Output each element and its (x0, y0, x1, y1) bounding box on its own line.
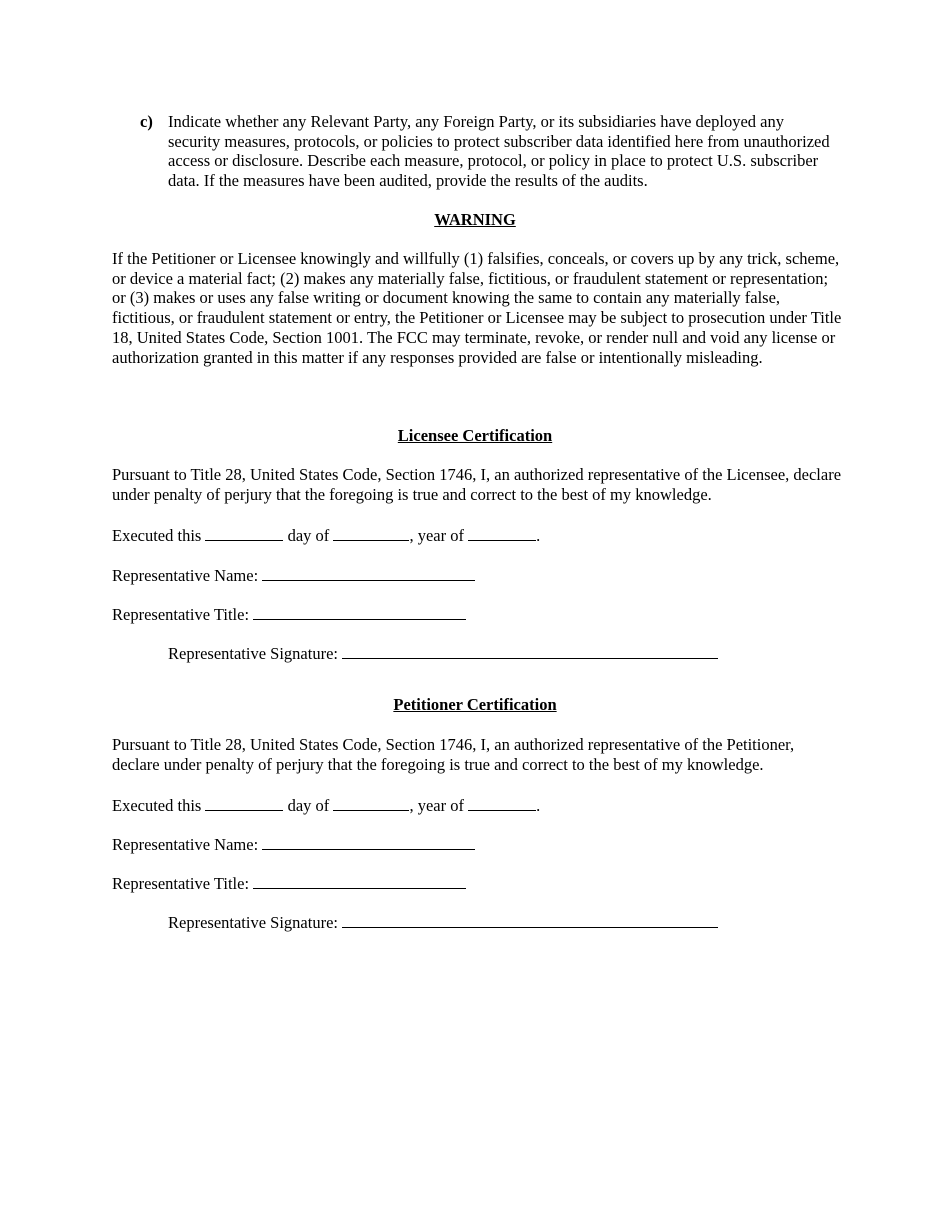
executed-end: . (536, 526, 541, 545)
warning-heading: WARNING (434, 210, 516, 229)
licensee-year-field[interactable] (468, 524, 536, 541)
warning-text: If the Petitioner or Licensee knowingly and willfully (1) falsifies, conceals, or covers up by any trick, scheme, or device a material fact; (2) makes any materially false, fictitious, or fraudulent statement or representation; or (3) makes or uses any false writing or document knowing the same to contain any materially false, fictitious, or fraudulent statement or entry, the Petitioner or Licensee may be subject to prosecution under Title 18, United States Code, Section 1001. The FCC may terminate, revoke, or render null and void any license or authorization granted in this matter if any responses provided are false or intentionally misleading. (112, 249, 842, 367)
signature-label: Representative Signature: (168, 913, 343, 932)
petitioner-day-field[interactable] (205, 794, 283, 811)
licensee-heading: Licensee Certification (397, 426, 553, 445)
executed-day-label: day of (283, 526, 334, 545)
petitioner-executed-line (112, 794, 540, 816)
executed-year-label: , year of (409, 526, 469, 545)
licensee-title-field[interactable] (253, 603, 466, 620)
petitioner-declaration: Pursuant to Title 28, United States Code, Section 1746, I, an authorized representative of the Petitioner, declare under penalty of perjury that the foregoing is true and correct to the best of my knowledge. (112, 735, 795, 774)
licensee-signature-field[interactable] (342, 642, 718, 659)
licensee-day-field[interactable] (205, 524, 283, 541)
executed-prefix: Executed this (112, 796, 206, 815)
licensee-month-field[interactable] (333, 524, 409, 541)
licensee-name-field[interactable] (262, 564, 475, 581)
executed-day-label: day of (283, 796, 334, 815)
petitioner-month-field[interactable] (333, 794, 409, 811)
executed-year-label: , year of (409, 796, 469, 815)
petitioner-signature-line (168, 911, 718, 933)
name-label: Representative Name: (112, 566, 263, 585)
executed-end: . (536, 796, 541, 815)
item-c-text: Indicate whether any Relevant Party, any Foreign Party, or its subsidiaries have deployed any security measures, protocols, or policies to protect subscriber data identified here from unauthorized access or disclosure. Describe each measure, protocol, or policy in place to protect U.S. subscriber data. If the measures have been audited, provide the results of the audits. (168, 112, 830, 191)
petitioner-heading: Petitioner Certification (393, 695, 557, 714)
name-label: Representative Name: (112, 835, 263, 854)
executed-prefix: Executed this (112, 526, 206, 545)
licensee-declaration: Pursuant to Title 28, United States Code, Section 1746, I, an authorized representative of the Licensee, declare under penalty of perjury that the foregoing is true and correct to the best of my knowledge. (112, 465, 842, 504)
title-label: Representative Title: (112, 605, 254, 624)
petitioner-title-field[interactable] (253, 872, 466, 889)
petitioner-name-line (112, 833, 475, 855)
licensee-signature-line (168, 642, 718, 664)
petitioner-title-line (112, 872, 466, 894)
licensee-name-line (112, 564, 475, 586)
licensee-title-line (112, 603, 466, 625)
petitioner-signature-field[interactable] (342, 911, 718, 928)
title-label: Representative Title: (112, 874, 254, 893)
petitioner-name-field[interactable] (262, 833, 475, 850)
item-c (140, 112, 840, 191)
signature-label: Representative Signature: (168, 644, 343, 663)
petitioner-year-field[interactable] (468, 794, 536, 811)
item-c-marker: c) (140, 112, 153, 131)
licensee-executed-line (112, 524, 540, 546)
